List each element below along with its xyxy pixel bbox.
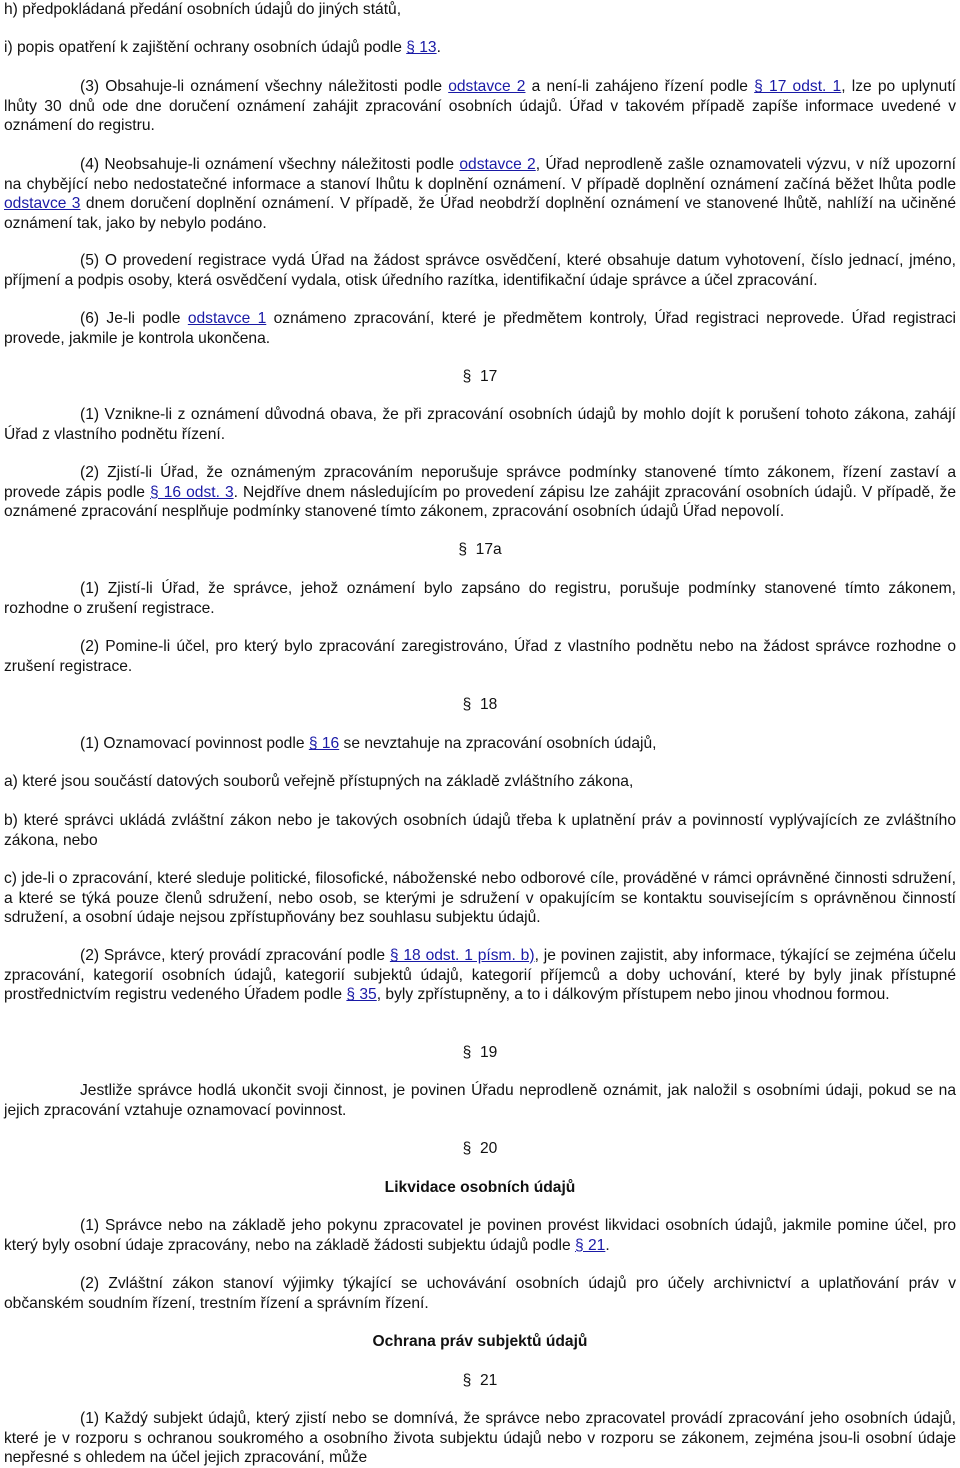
paragraph-text: (1) Správce nebo na základě jeho pokynu zpracovatel je povinen provést likvidaci osobních údajů, jakmile pomine účel, pro který byly osobní údaje zpracovány, nebo na základě žádosti subjektu údajů podle <box>4 1217 956 1254</box>
paragraph-text: dnem doručení doplnění oznámení. V případě, že Úřad neobdrží doplnění oznámení ve stanovené lhůtě, nahlíží na učiněné oznámení tak, jako by nebylo podáno. <box>4 195 957 232</box>
section-number-text: § 18 <box>462 696 498 713</box>
paragraph-text: , lze po uplynutí lhůty 30 dnů ode dne doručení oznámení zahájit zpracování osobních údajů. Úřad v takovém případě zapíše informace uvedené v oznámení do registru. <box>4 78 956 134</box>
paragraph <box>4 77 956 136</box>
paragraph <box>4 579 956 618</box>
law-reference-link[interactable]: § 13 <box>406 39 437 56</box>
paragraph-text: (1) Vznikne-li z oznámení důvodná obava, že při zpracování osobních údajů by mohlo dojít k porušení tohoto zákona, zahájí Úřad z vlastního podnětu řízení. <box>4 406 956 443</box>
section-number <box>4 1139 956 1159</box>
law-reference-link[interactable]: odstavce 2 <box>459 156 536 173</box>
paragraph <box>4 734 956 754</box>
section-heading <box>4 1178 956 1198</box>
law-reference-link[interactable]: odstavce 3 <box>4 195 81 212</box>
law-reference-link[interactable]: § 35 <box>346 986 377 1003</box>
paragraph <box>4 155 956 233</box>
paragraph <box>4 38 956 58</box>
paragraph-text: . Nejdříve dnem následujícím po provedení zápisu lze zahájit zpracování osobních údajů. V případě, že oznámené zpracování nesplňuje podmínky stanovené tímto zákonem, zpracování osobních údajů Úřad nepovolí. <box>4 483 956 520</box>
paragraph-text: (2) Zjistí-li Úřad, že oznámeným zpracováním neporušuje správce podmínky stanovené tímto zákonem, řízení zastaví a provede zápis podle <box>4 464 956 501</box>
section-heading <box>4 1332 956 1352</box>
section-number-text: § 17 <box>462 368 498 385</box>
paragraph <box>4 251 956 290</box>
paragraph-text: (5) O provedení registrace vydá Úřad na žádost správce osvědčení, které obsahuje datum vyhotovení, číslo jednací, jméno, příjmení a podpis osoby, která osvědčení vydala, otisk úředního razítka, identifikační údaje správce a účel zpracování. <box>4 252 956 289</box>
paragraph <box>4 0 956 20</box>
law-reference-link[interactable]: § 16 odst. 3 <box>150 483 234 501</box>
paragraph-text: , byly zpřístupněny, a to i dálkovým přístupem nebo jinou vhodnou formou. <box>376 986 890 1003</box>
paragraph-text: oznámeno zpracování, které je předmětem kontroly, Úřad registraci neprovede. Úřad registraci provede, jakmile je kontrola ukončena. <box>4 310 957 347</box>
paragraph-text: h) předpokládaná předání osobních údajů do jiných států, <box>4 1 402 18</box>
paragraph <box>4 309 956 348</box>
paragraph-text: (3) Obsahuje-li oznámení všechny náležitosti podle <box>80 78 449 95</box>
paragraph <box>4 637 956 676</box>
paragraph-text: Likvidace osobních údajů <box>384 1179 576 1196</box>
paragraph-text: Ochrana práv subjektů údajů <box>372 1333 588 1350</box>
paragraph-text: Jestliže správce hodlá ukončit svoji činnost, je povinen Úřadu neprodleně oznámit, jak naložil s osobními údaji, pokud se na jejich zpracování vztahuje oznamovací povinnost. <box>4 1082 956 1119</box>
paragraph <box>4 1216 956 1255</box>
section-number <box>4 540 956 560</box>
paragraph-text: (1) Zjistí-li Úřad, že správce, jehož oznámení bylo zapsáno do registru, porušuje podmínky stanovené tímto zákonem, rozhodne o zrušení registrace. <box>4 580 956 617</box>
paragraph <box>4 1409 956 1468</box>
paragraph-text: (2) Pomine-li účel, pro který bylo zpracování zaregistrováno, Úřad z vlastního podnětu nebo na žádost správce rozhodne o zrušení registrace. <box>4 638 956 675</box>
section-number <box>4 1043 956 1063</box>
paragraph <box>4 946 956 1005</box>
section-number <box>4 1371 956 1391</box>
section-number-text: § 21 <box>462 1372 498 1389</box>
paragraph-text: (2) Správce, který provádí zpracování podle <box>80 947 390 964</box>
paragraph-text: (4) Neobsahuje-li oznámení všechny náležitosti podle <box>80 156 460 173</box>
paragraph-text: , Úřad neprodleně zašle oznamovateli výzvu, v níž upozorní na chybějící nebo nedostatečné informace a stanoví lhůtu k doplnění oznámení. V případě doplnění oznámení začíná běžet lhůta podle <box>4 156 956 193</box>
paragraph <box>4 772 956 792</box>
paragraph <box>4 1274 956 1313</box>
paragraph-text: (2) Zvláštní zákon stanoví výjimky týkající se uchovávání osobních údajů pro účely archivnictví a uplatňování práv v občanském soudním řízení, trestním řízení a správním řízení. <box>4 1275 956 1312</box>
paragraph-text: c) jde-li o zpracování, které sleduje politické, filosofické, náboženské nebo odborové cíle, prováděné v rámci oprávněné činnosti sdružení, a které se týká pouze členů sdružení, nebo osob, se kterými je sdružení v opakujícím se kontaktu souvisejícím s oprávněnou činností sdružení, a osobní údaje nejsou zpřístupňovány bez souhlasu subjektu údajů. <box>4 870 956 926</box>
paragraph-text: . <box>605 1236 610 1254</box>
law-reference-link[interactable]: odstavce 2 <box>448 78 526 95</box>
law-reference-link[interactable]: § 16 <box>308 735 340 752</box>
law-reference-link[interactable]: § 18 odst. 1 písm. b) <box>389 947 535 964</box>
paragraph-text: . <box>436 39 441 56</box>
paragraph <box>4 405 956 444</box>
law-reference-link[interactable]: § 17 odst. 1 <box>754 78 842 95</box>
paragraph-text: a není-li zahájeno řízení podle <box>525 78 755 95</box>
paragraph-text: i) popis opatření k zajištění ochrany osobních údajů podle <box>4 39 407 56</box>
paragraph-text: (1) Oznamovací povinnost podle <box>80 735 309 752</box>
paragraph-text: se nevztahuje na zpracování osobních údajů, <box>339 735 657 752</box>
section-number <box>4 367 956 387</box>
paragraph-text: b) které správci ukládá zvláštní zákon nebo je takových osobních údajů třeba k uplatnění práv a povinností vyplývajících ze zvláštního zákona, nebo <box>4 812 956 849</box>
section-number-text: § 20 <box>462 1140 498 1157</box>
law-reference-link[interactable]: odstavce 1 <box>187 310 267 327</box>
section-number-text: § 17a <box>458 541 502 558</box>
section-number-text: § 19 <box>462 1044 498 1061</box>
section-number <box>4 695 956 715</box>
paragraph <box>4 869 956 928</box>
paragraph-text: (6) Je-li podle <box>80 310 188 327</box>
paragraph <box>4 811 956 850</box>
paragraph-text: , je povinen zajistit, aby informace, týkající se zejména účelu zpracování, kategorií osobních údajů, kategorií subjektů údajů, kategorií příjemců a doby uchování, které by byly jinak přístupné prostřednictvím registru vedeného Úřadem podle <box>4 947 957 1003</box>
paragraph-text: (1) Každý subjekt údajů, který zjistí nebo se domnívá, že správce nebo zpracovatel provádí zpracování jeho osobních údajů, které je v rozporu s ochranou soukromého a osobního života subjektu údajů nebo v rozporu se zákonem, zejména jsou-li osobní údaje nepřesné s ohledem na účel jejich zpracování, může <box>4 1410 956 1466</box>
paragraph <box>4 463 956 522</box>
law-reference-link[interactable]: § 21 <box>574 1236 606 1254</box>
paragraph-text: a) které jsou součástí datových souborů veřejně přístupných na základě zvláštního zákona, <box>4 773 634 790</box>
paragraph <box>4 1081 956 1120</box>
